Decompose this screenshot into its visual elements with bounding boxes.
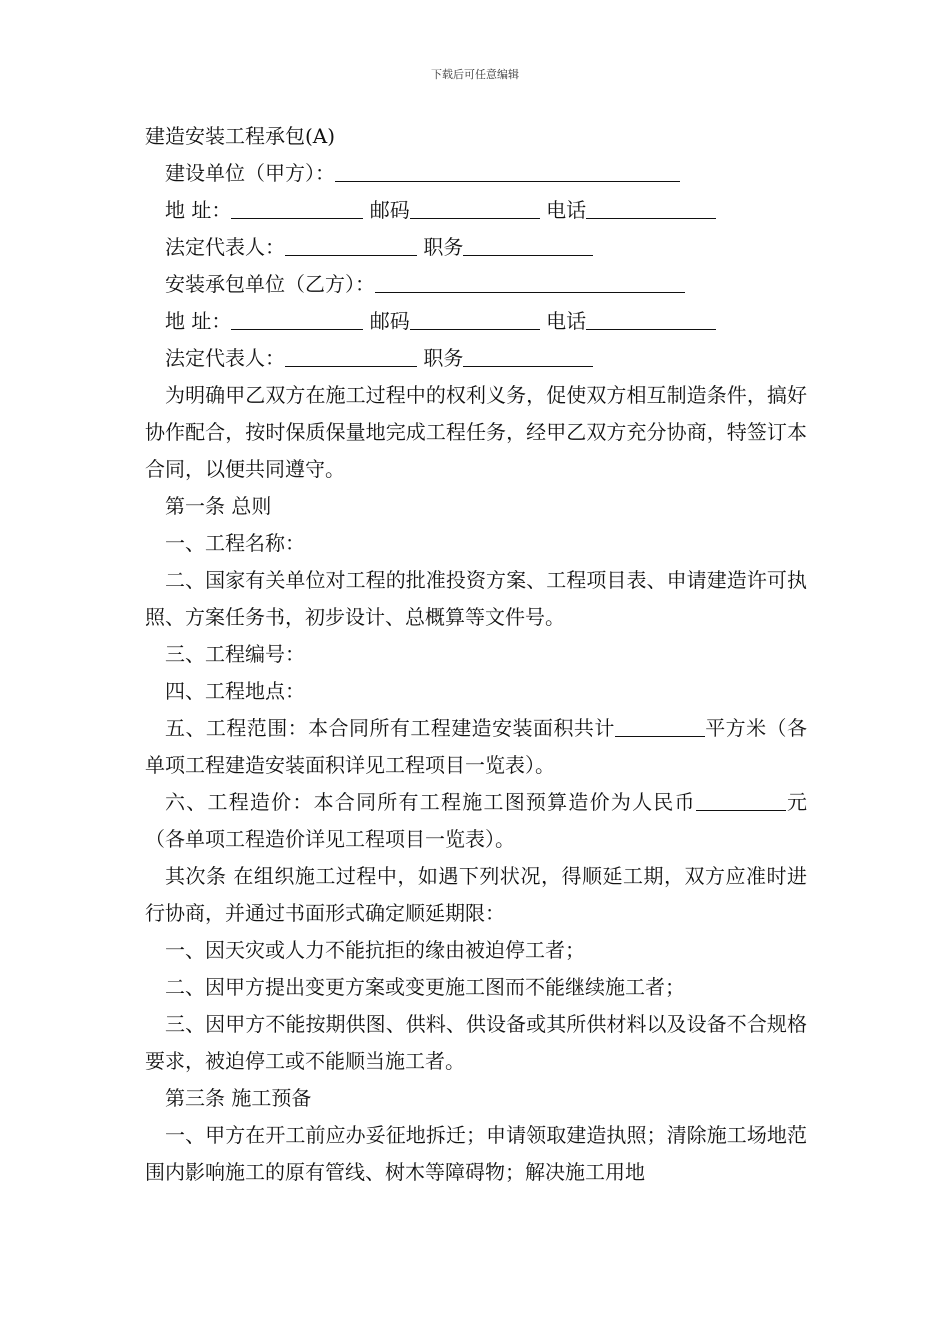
party-a-rep-blank <box>285 231 417 256</box>
article-1-item-5-text-a: 五、工程范围：本合同所有工程建造安装面积共计 <box>165 716 615 740</box>
party-a-phone-blank <box>586 194 716 219</box>
party-a-address-row <box>145 192 807 229</box>
intro-text: 为明确甲乙双方在施工过程中的权利义务，促使双方相互制造条件，搞好协作配合，按时保质保量地完成工程任务，经甲乙双方充分协商，特签订本合同，以便共同遵守。 <box>145 383 807 481</box>
party-b-postcode-blank <box>410 305 540 330</box>
article-1-item-6 <box>145 784 807 858</box>
document-title: 建造安装工程承包(A) <box>145 124 336 148</box>
article-3-item-1-text: 一、甲方在开工前应办妥征地拆迁；申请领取建造执照；清除施工场地范围内影响施工的原有管线、树木等障碍物；解决施工用地 <box>145 1123 807 1184</box>
article-2-item-2: 二、因甲方提出变更方案或变更施工图而不能继续施工者； <box>165 975 685 999</box>
article-1-item-2-text: 二、国家有关单位对工程的批准投资方案、工程项目表、申请建造许可执照、方案任务书，初步设计、总概算等文件号。 <box>145 568 807 629</box>
article-1-item-5-text-b: 平方米（各单项工程建造安装面积详见工程项目一览表）。 <box>145 716 808 777</box>
article-1-item-4: 四、工程地点： <box>165 679 305 703</box>
article-1-heading: 第一条 总则 <box>165 494 272 518</box>
article-2-heading-text: 其次条 在组织施工过程中，如遇下列状况，得顺延工期，双方应准时进行协商，并通过书面形式确定顺延期限： <box>145 864 807 925</box>
party-b-rep-row <box>145 340 807 377</box>
article-1-item-2 <box>145 562 807 636</box>
article-1-item-1: 一、工程名称： <box>165 531 305 555</box>
party-a-position-blank <box>463 231 593 256</box>
party-b-postcode-label: 邮码 <box>369 309 410 333</box>
intro-paragraph <box>145 377 807 488</box>
party-b-position-blank <box>463 342 593 367</box>
party-b-rep-blank <box>285 342 417 367</box>
party-a-unit-label: 建设单位（甲方）： <box>165 161 335 185</box>
party-b-phone-label: 电话 <box>546 309 587 333</box>
party-b-position-label: 职务 <box>423 346 464 370</box>
article-3-item-1 <box>145 1117 807 1191</box>
party-a-unit-row <box>145 155 807 192</box>
article-1-item-5 <box>145 710 807 784</box>
party-a-rep-label: 法定代表人： <box>165 235 285 259</box>
price-blank <box>696 786 772 811</box>
party-b-address-label: 地 址： <box>165 309 232 333</box>
party-a-phone-label: 电话 <box>546 198 587 222</box>
price-blank-continued <box>772 786 786 811</box>
party-a-postcode-blank <box>410 194 540 219</box>
article-2-heading <box>145 858 807 932</box>
party-a-unit-blank <box>335 157 680 182</box>
party-a-postcode-label: 邮码 <box>369 198 410 222</box>
article-2-item-3 <box>145 1006 807 1080</box>
article-1-item-6-text-a: 六、工程造价：本合同所有工程施工图预算造价为人民币 <box>165 790 696 814</box>
party-b-phone-blank <box>586 305 716 330</box>
article-3-heading: 第三条 施工预备 <box>165 1086 312 1110</box>
party-b-unit-label: 安装承包单位（乙方）： <box>165 272 375 296</box>
article-2-item-1: 一、因天灾或人力不能抗拒的缘由被迫停工者； <box>165 938 585 962</box>
party-b-address-blank <box>231 305 363 330</box>
article-2-item-3-text: 三、因甲方不能按期供图、供料、供设备或其所供材料以及设备不合规格要求，被迫停工或不能顺当施工者。 <box>145 1012 807 1073</box>
article-1-item-6-text-b: 元（各单项工程造价详见工程项目一览表）。 <box>145 790 808 851</box>
party-b-unit-blank <box>375 268 685 293</box>
party-a-address-blank <box>231 194 363 219</box>
party-a-position-label: 职务 <box>423 235 464 259</box>
article-1-item-3: 三、工程编号： <box>165 642 305 666</box>
header-note: 下载后可任意编辑 <box>431 68 519 81</box>
party-b-address-row <box>145 303 807 340</box>
party-a-rep-row <box>145 229 807 266</box>
area-blank <box>615 712 705 737</box>
party-b-rep-label: 法定代表人： <box>165 346 285 370</box>
party-b-unit-row <box>145 266 807 303</box>
document-body <box>145 118 807 1191</box>
party-a-address-label: 地 址： <box>165 198 232 222</box>
